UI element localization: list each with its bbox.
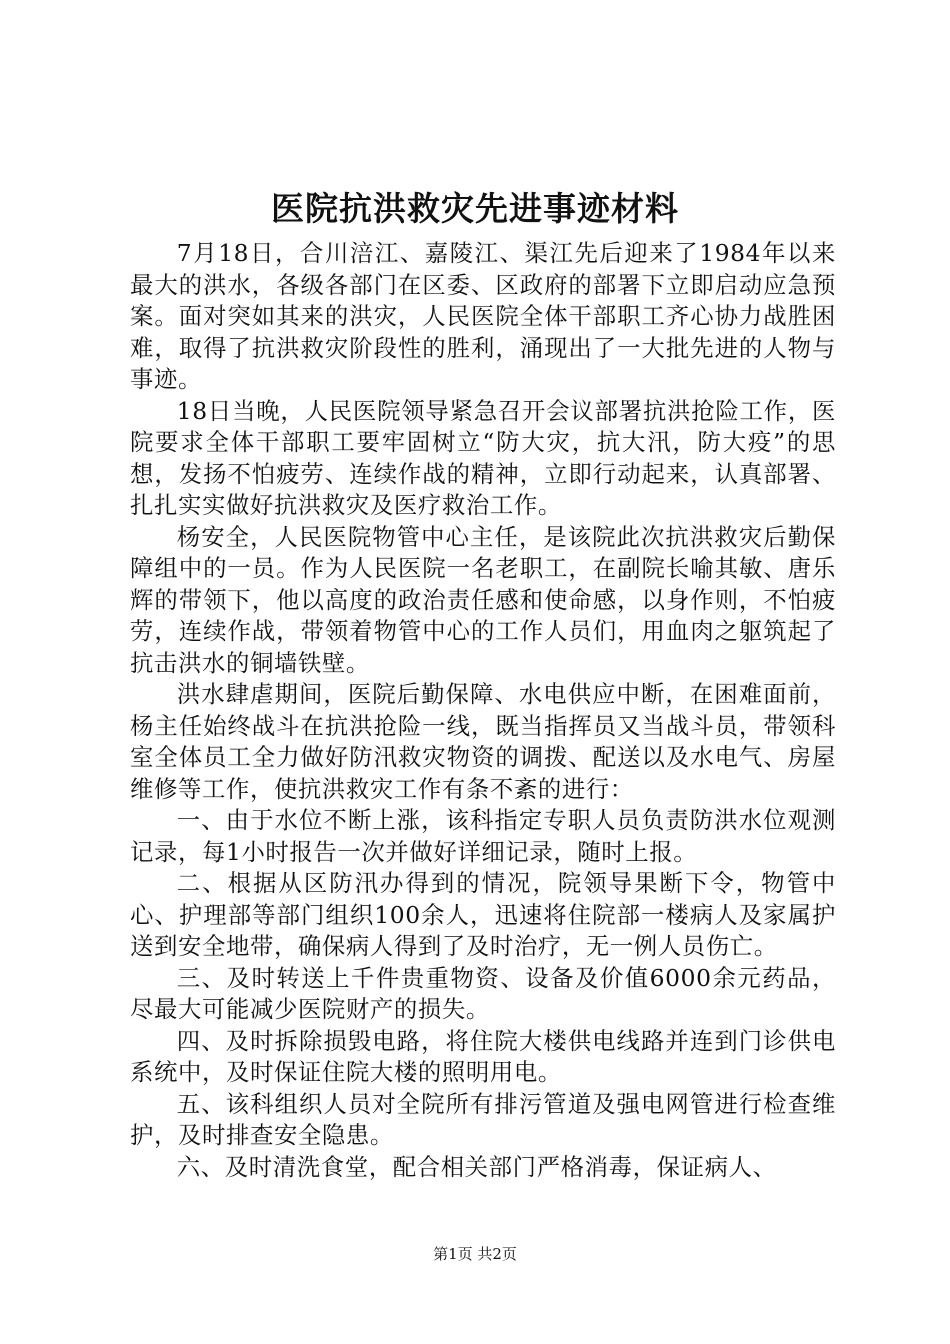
list-item: 六、及时清洗食堂，配合相关部门严格消毒，保证病人、: [176, 1152, 777, 1181]
list-item: 一、由于水位不断上涨，该科指定专职人员负责防洪水位观测记录，每1小时报告一次并做好详细记录，随时上报。: [130, 806, 836, 866]
document-body: [130, 238, 836, 1183]
list-item: 二、根据从区防汛办得到的情况，院领导果断下令，物管中心、护理部等部门组织100余人，迅速将住院部一楼病人及家属护送到安全地带，确保病人得到了及时治疗，无一例人员伤亡。: [130, 869, 836, 960]
paragraph: 18日当晚，人民医院领导紧急召开会议部署抗洪抢险工作，医院要求全体干部职工要牢固树立“防大灾，抗大汛，防大疫”的思想，发扬不怕疲劳、连续作战的精神，立即行动起来，认真部署、扎扎实实做好抗洪救灾及医疗救治工作。: [130, 396, 836, 519]
page-number-footer: 第1页 共2页: [433, 1245, 517, 1263]
document-title: 医院抗洪救灾先进事迹材料: [271, 189, 679, 228]
list-item: 四、及时拆除损毁电路，将住院大楼供电线路并连到门诊供电系统中，及时保证住院大楼的照明用电。: [130, 1026, 836, 1086]
list-item: 五、该科组织人员对全院所有排污管道及强电网管进行检查维护，及时排查安全隐患。: [130, 1089, 836, 1149]
paragraph: 7月18日，合川涪江、嘉陵江、渠江先后迎来了1984年以来最大的洪水，各级各部门在区委、区政府的部署下立即启动应急预案。面对突如其来的洪灾，人民医院全体干部职工齐心协力战胜困难，取得了抗洪救灾阶段性的胜利，涌现出了一大批先进的人物与事迹。: [130, 239, 836, 393]
paragraph: 洪水肆虐期间，医院后勤保障、水电供应中断，在困难面前，杨主任始终战斗在抗洪抢险一线，既当指挥员又当战斗员，带领科室全体员工全力做好防汛救灾物资的调拨、配送以及水电气、房屋维修等工作，使抗洪救灾工作有条不紊的进行：: [130, 680, 836, 803]
list-item: 三、及时转送上千件贵重物资、设备及价值6000余元药品，尽最大可能减少医院财产的损失。: [130, 963, 836, 1023]
paragraph: 杨安全，人民医院物管中心主任，是该院此次抗洪救灾后勤保障组中的一员。作为人民医院一名老职工，在副院长喻其敏、唐乐辉的带领下，他以高度的政治责任感和使命感，以身作则，不怕疲劳，连续作战，带领着物管中心的工作人员们，用血肉之躯筑起了抗击洪水的铜墙铁壁。: [130, 522, 836, 677]
